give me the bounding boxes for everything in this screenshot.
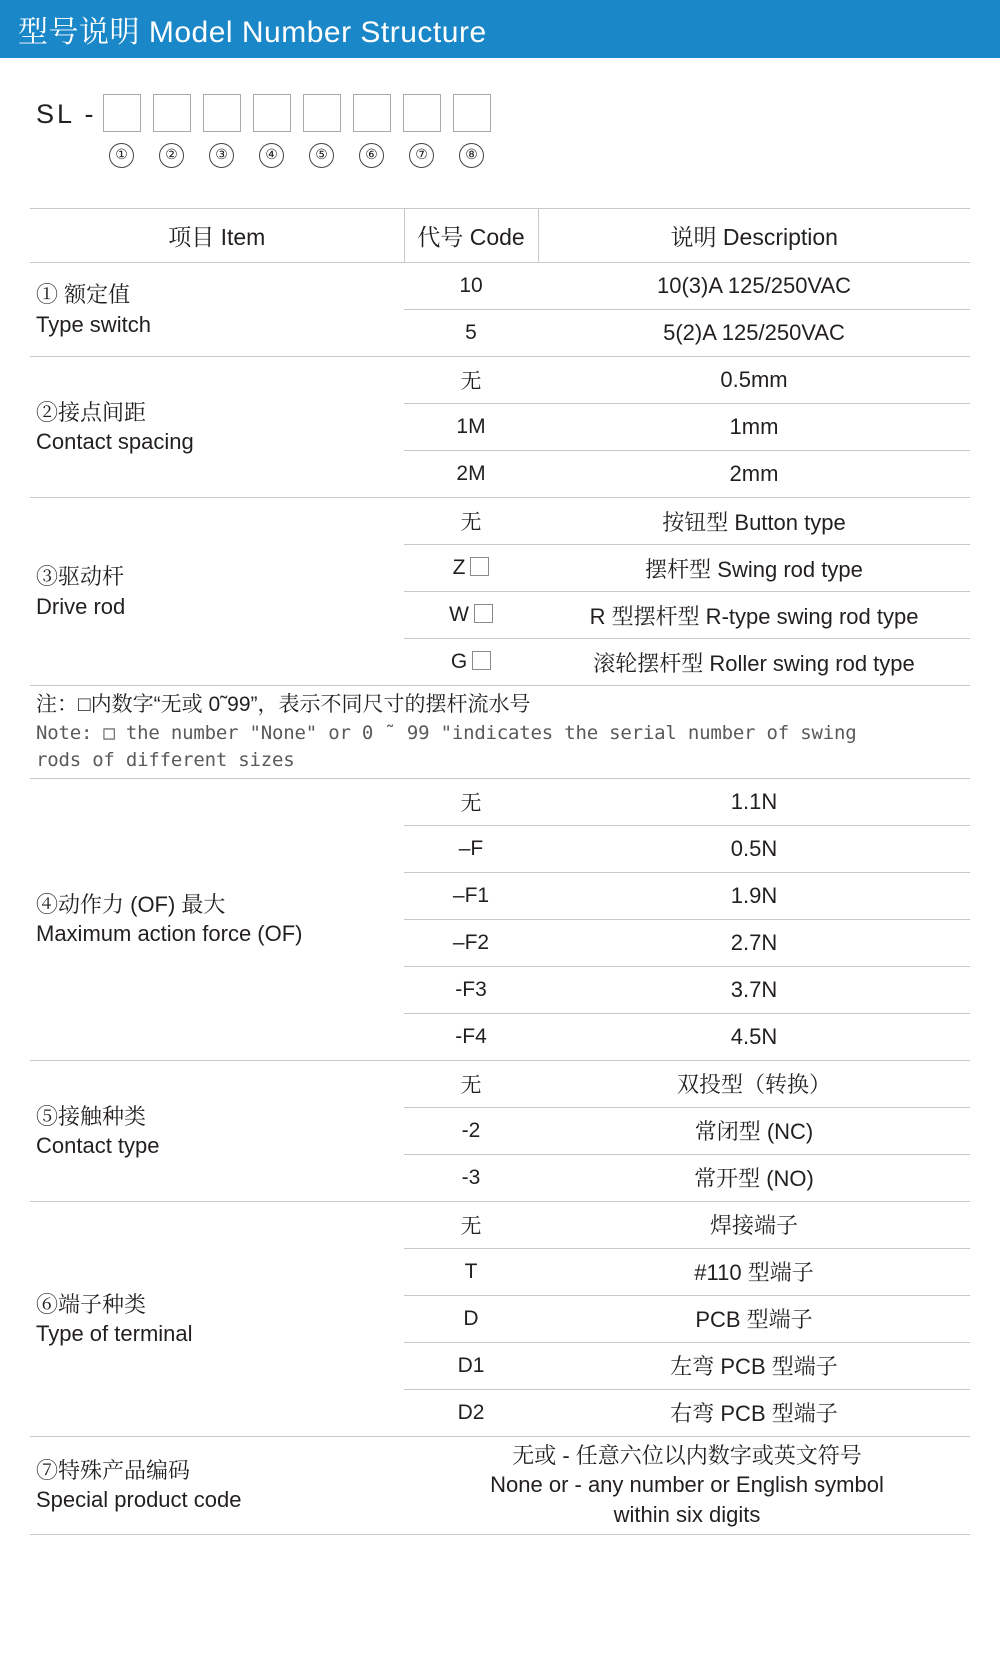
code-cell: -F4 [404, 1013, 538, 1060]
code-text: Z [452, 556, 466, 579]
description-cell: 1.9N [538, 872, 970, 919]
item-label-en: Contact spacing [36, 429, 194, 454]
table-row [30, 263, 970, 310]
code-cell: D [404, 1295, 538, 1342]
code-box [303, 94, 341, 132]
item-cell-contact-spacing [30, 357, 404, 498]
code-cell: –F [404, 825, 538, 872]
table-row [30, 1060, 970, 1107]
table-row [30, 1436, 970, 1534]
code-box [353, 94, 391, 132]
code-cell [404, 592, 538, 639]
table-row [30, 498, 970, 545]
code-cell: 1M [404, 404, 538, 451]
code-box-position-3 [203, 94, 241, 168]
item-label-en: Type of terminal [36, 1320, 193, 1346]
description-cell: 1mm [538, 404, 970, 451]
code-box [253, 94, 291, 132]
code-cell: D1 [404, 1342, 538, 1389]
code-box-position-7 [403, 94, 441, 168]
description-cell: 4.5N [538, 1013, 970, 1060]
description-cell: 10(3)A 125/250VAC [538, 263, 970, 310]
note-cell [30, 686, 970, 779]
item-label-cn: ④动作力 (OF) 最大 [36, 892, 226, 918]
code-cell: T [404, 1248, 538, 1295]
code-cell: 2M [404, 451, 538, 498]
code-cell: –F2 [404, 919, 538, 966]
item-cell-type-switch [30, 263, 404, 357]
position-number: ④ [259, 143, 284, 168]
position-number: ① [109, 143, 134, 168]
code-box-position-6 [353, 94, 391, 168]
description-cell: 右弯 PCB 型端子 [538, 1389, 970, 1436]
model-number-diagram [0, 58, 1000, 196]
code-box [103, 94, 141, 132]
model-number-spec-table [30, 208, 970, 1535]
item-cell-special-product-code [30, 1436, 404, 1534]
description-cell: 常闭型 (NC) [538, 1107, 970, 1154]
code-cell: –F1 [404, 872, 538, 919]
description-cell: 0.5mm [538, 357, 970, 404]
description-cell: 2mm [538, 451, 970, 498]
table-row [30, 357, 970, 404]
position-number: ⑥ [359, 143, 384, 168]
item-label-en: Maximum action force (OF) [36, 921, 303, 947]
column-header-description: 说明 Description [538, 209, 970, 263]
position-number: ⑦ [409, 143, 434, 168]
item-label-cn: ⑤接触种类 [36, 1103, 147, 1129]
code-text: W [449, 603, 469, 626]
code-cell: 无 [404, 778, 538, 825]
table-row [30, 778, 970, 825]
code-box-position-2 [153, 94, 191, 168]
description-cell: 滚轮摆杆型 Roller swing rod type [538, 639, 970, 686]
code-box-position-8 [453, 94, 491, 168]
code-cell: -3 [404, 1154, 538, 1201]
item-label-en: Type switch [36, 311, 151, 337]
code-cell: -2 [404, 1107, 538, 1154]
column-header-code: 代号 Code [404, 209, 538, 263]
code-box [403, 94, 441, 132]
item-cell-terminal-type [30, 1201, 404, 1436]
description-cell: 按钮型 Button type [538, 498, 970, 545]
position-number: ② [159, 143, 184, 168]
description-cell: R 型摆杆型 R-type swing rod type [538, 592, 970, 639]
description-cell: 5(2)A 125/250VAC [538, 310, 970, 357]
item-label-cn: ③驱动杆 [36, 564, 125, 590]
code-box-position-1 [103, 94, 141, 168]
description-cell: 3.7N [538, 966, 970, 1013]
description-cell: 1.1N [538, 778, 970, 825]
code-box-position-4 [253, 94, 291, 168]
placeholder-box-icon [472, 651, 491, 670]
code-cell: -F3 [404, 966, 538, 1013]
description-line-3: within six digits [613, 1502, 761, 1527]
item-cell-contact-type [30, 1060, 404, 1201]
table-body [30, 263, 970, 1535]
code-cell: 无 [404, 1201, 538, 1248]
code-cell: 无 [404, 498, 538, 545]
table-row [30, 1201, 970, 1248]
model-prefix-label: SL - [36, 99, 97, 129]
description-cell: 左弯 PCB 型端子 [538, 1342, 970, 1389]
position-number: ⑧ [459, 143, 484, 168]
column-header-item: 项目 Item [30, 209, 404, 263]
description-line-2: None or - any number or English symbol [490, 1472, 884, 1498]
code-cell: 无 [404, 357, 538, 404]
code-text: G [450, 650, 468, 673]
description-cell: 0.5N [538, 825, 970, 872]
description-line-1: 无或 - 任意六位以内数字或英文符号 [512, 1442, 862, 1468]
code-cell: 无 [404, 1060, 538, 1107]
description-cell: #110 型端子 [538, 1248, 970, 1295]
description-cell: 2.7N [538, 919, 970, 966]
item-label-cn: ⑥端子种类 [36, 1291, 147, 1317]
code-box-position-5 [303, 94, 341, 168]
position-number: ③ [209, 143, 234, 168]
placeholder-box-icon [470, 557, 489, 576]
page-header [0, 0, 1000, 58]
code-box [153, 94, 191, 132]
page-title: 型号说明 Model Number Structure [18, 16, 487, 49]
description-cell: PCB 型端子 [538, 1295, 970, 1342]
description-cell: 常开型 (NO) [538, 1154, 970, 1201]
note-text-en-line2: rods of different sizes [36, 749, 295, 772]
note-text-en-line1: Note: □ the number "None" or 0 ˜ 99 "indicates the serial number of swing [36, 722, 857, 745]
item-label-cn: ②接点间距 [36, 399, 147, 425]
placeholder-box-icon [474, 604, 493, 623]
description-cell: 双投型（转换） [538, 1060, 970, 1107]
code-cell: 10 [404, 263, 538, 310]
code-cell: 5 [404, 310, 538, 357]
item-label-en: Drive rod [36, 593, 126, 619]
item-label-en: Special product code [36, 1487, 242, 1513]
table-header [30, 209, 970, 263]
code-cell [404, 639, 538, 686]
note-text-cn: 注：□内数字“无或 0˜99”，表示不同尺寸的摆杆流水号 [36, 693, 531, 716]
item-cell-drive-rod [30, 498, 404, 686]
code-cell [404, 545, 538, 592]
position-number: ⑤ [309, 143, 334, 168]
code-box [453, 94, 491, 132]
item-label-cn: ① 额定值 [36, 282, 131, 308]
code-box [203, 94, 241, 132]
item-label-cn: ⑦特殊产品编码 [36, 1458, 191, 1484]
table-header-row [30, 209, 970, 263]
table-row-note [30, 686, 970, 779]
code-box-group [103, 94, 491, 168]
description-cell: 焊接端子 [538, 1201, 970, 1248]
code-cell: D2 [404, 1389, 538, 1436]
description-cell-merged [404, 1436, 970, 1534]
item-label-en: Contact type [36, 1132, 160, 1158]
description-cell: 摆杆型 Swing rod type [538, 545, 970, 592]
item-cell-action-force [30, 778, 404, 1060]
